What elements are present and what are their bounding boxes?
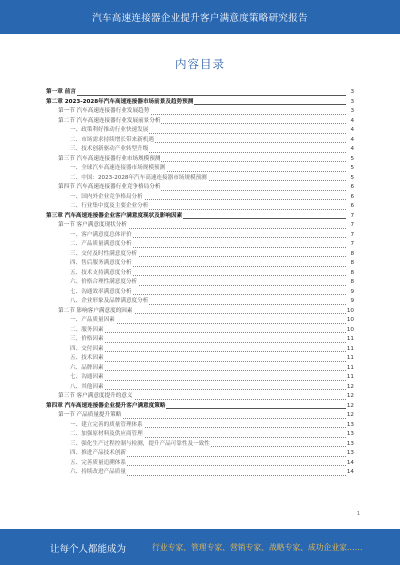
toc-entry-title: 七、沟通因素 — [70, 373, 105, 383]
toc-entry-page: 3 — [350, 89, 354, 95]
toc-entry-page: 10 — [346, 307, 354, 314]
toc-entry-title: 七、沟通效率满意度分析 — [70, 288, 133, 298]
toc-entry-title: 五、技术支持满意度分析 — [70, 269, 133, 279]
toc-entry-page: 13 — [346, 421, 354, 428]
report-header-bar — [0, 0, 400, 34]
toc-entry[interactable] — [46, 373, 354, 383]
toc-leader-dots — [70, 380, 346, 381]
toc-leader-dots — [70, 332, 346, 333]
toc-entry-page: 4 — [350, 136, 354, 143]
toc-entry-title: 三、价格因素 — [70, 335, 105, 345]
toc-entry-page: 3 — [350, 108, 354, 114]
toc-entry-title: 二、产品质量满意度分析 — [70, 240, 133, 250]
toc-entry[interactable] — [46, 316, 354, 326]
toc-entry-page: 12 — [346, 383, 354, 390]
toc-entry-title: 一、政策利好推动行业快速发展 — [70, 126, 149, 136]
toc-entry-title: 第二章 2023-2028年汽车高速连接器市场前景及趋势预测 — [46, 98, 194, 108]
toc-entry-page: 12 — [346, 412, 354, 418]
toc-leader-dots — [70, 342, 346, 343]
toc-entry-title: 八、其他因素 — [70, 383, 105, 393]
toc-entry-page: 11 — [346, 364, 354, 371]
toc-entry-title: 一、产品质量因素 — [70, 316, 116, 326]
toc-entry[interactable] — [46, 231, 354, 241]
toc-entry[interactable] — [46, 449, 354, 459]
toc-entry-title: 一、建立完善的质量管理体系 — [70, 421, 144, 431]
toc-entry-page: 8 — [350, 260, 354, 266]
toc-entry-page: 7 — [350, 212, 354, 219]
toc-entry-page: 8 — [350, 279, 354, 285]
toc-entry-title: 三、强化生产过程控制与检测，提升产品可靠性及一致性 — [70, 440, 211, 450]
toc-entry-title: 第三章 汽车高速连接器企业客户满意度现状及影响因素 — [46, 212, 183, 222]
toc-leader-dots — [70, 389, 346, 390]
footer-roles: 行业专家、管理专家、营销专家、战略专家、成功企业家…… — [152, 543, 363, 552]
toc-entry-title: 六、品牌因素 — [70, 364, 105, 374]
toc-entry[interactable] — [46, 326, 354, 336]
toc-entry-title: 第一节 汽车高速连接器行业发展趋势 — [58, 107, 150, 117]
toc-entry-page: 7 — [350, 231, 354, 238]
toc-leader-dots — [70, 370, 346, 371]
toc-entry[interactable] — [46, 259, 354, 269]
toc-entry-page: 11 — [346, 345, 354, 352]
toc-entry-page: 9 — [350, 298, 354, 304]
toc-entry[interactable] — [46, 297, 354, 307]
toc-entry-page: 12 — [346, 393, 354, 399]
toc-entry-page: 13 — [346, 440, 354, 447]
toc-entry[interactable] — [46, 269, 354, 279]
toc-heading: 内容目录 — [175, 57, 225, 71]
toc-entry-title: 一、国内外企业竞争格局分析 — [70, 193, 144, 203]
toc-entry-title: 二、市场需求持续增长带来新机遇 — [70, 136, 155, 146]
toc-entry-page: 5 — [350, 174, 354, 181]
toc-entry[interactable] — [46, 155, 354, 165]
toc-entry-title: 第一章 前言 — [46, 88, 77, 98]
toc-entry-title: 第一节 产品质量提升策略 — [58, 411, 122, 421]
footer-slogan: 让每个人都能成为 — [50, 544, 127, 555]
toc-entry-title: 第四节 汽车高速连接器行业竞争格局分析 — [58, 183, 161, 193]
toc-entry-page: 14 — [346, 459, 354, 466]
toc-entry[interactable] — [46, 126, 354, 136]
toc-entry-title: 四、推进产品技术创新 — [70, 449, 127, 459]
toc-entry-page: 7 — [350, 241, 354, 247]
toc-entry[interactable] — [46, 430, 354, 440]
toc-entry[interactable] — [46, 221, 354, 231]
toc-entry-title: 第二节 影响客户满意度的因素 — [58, 307, 134, 317]
toc-entry-title: 一、客户满意度总体评价 — [70, 231, 133, 241]
toc-entry[interactable] — [46, 212, 354, 222]
toc-entry-page: 11 — [346, 336, 354, 342]
toc-entry-title: 第三节 客户满意度提升的意义 — [58, 392, 134, 402]
footer-bar — [0, 529, 400, 565]
toc-entry[interactable] — [46, 459, 354, 469]
toc-entry-page: 12 — [346, 402, 354, 409]
toc-entry-title: 四、售后服务满意度分析 — [70, 259, 133, 269]
toc-entry[interactable] — [46, 345, 354, 355]
toc-entry-page: 8 — [350, 269, 354, 276]
page-number: 1 — [356, 511, 360, 517]
toc-entry-page: 10 — [346, 317, 354, 323]
toc-entry-title: 二、行业集中度及主要企业分析 — [70, 202, 149, 212]
toc-entry-title: 五、技术因素 — [70, 354, 105, 364]
toc-entry[interactable] — [46, 240, 354, 250]
toc-entry-page: 9 — [350, 288, 354, 295]
toc-entry-page: 13 — [346, 450, 354, 456]
toc-leader-dots — [70, 351, 346, 352]
toc-leader-dots — [70, 361, 346, 362]
toc-entry-page: 3 — [350, 98, 354, 105]
toc-entry-title: 六、价格合理性满意度分析 — [70, 278, 138, 288]
toc-entry[interactable] — [46, 278, 354, 288]
toc-entry-page: 7 — [350, 222, 354, 228]
toc-entry[interactable] — [46, 98, 354, 108]
toc-entry[interactable] — [46, 164, 354, 174]
toc-entry-page: 6 — [350, 193, 354, 200]
toc-entry-title: 二、中国：2023-2028年汽车高速连接器市场规模预测 — [70, 174, 208, 184]
toc-entry[interactable] — [46, 354, 354, 364]
toc-entry[interactable] — [46, 392, 354, 402]
report-title: 汽车高速连接器企业提升客户满意度策略研究报告 — [92, 13, 308, 24]
toc-entry[interactable] — [46, 145, 354, 155]
toc-entry[interactable] — [46, 136, 354, 146]
toc-entry-title: 二、加强原材料及供应商管理 — [70, 430, 144, 440]
toc-entry[interactable] — [46, 440, 354, 450]
toc-entry-page: 4 — [350, 117, 354, 124]
toc-entry[interactable] — [46, 107, 354, 117]
toc-entry[interactable] — [46, 193, 354, 203]
toc-entry-title: 第四章 汽车高速连接器企业提升客户满意度策略 — [46, 402, 166, 412]
toc-entry[interactable] — [46, 468, 354, 478]
toc-entry-title: 第三节 汽车高速连接器行业市场规模预测 — [58, 155, 161, 165]
toc-entry[interactable] — [46, 288, 354, 298]
table-of-contents — [46, 88, 354, 478]
toc-entry-page: 10 — [346, 326, 354, 333]
toc-entry-page: 5 — [350, 155, 354, 162]
toc-entry[interactable] — [46, 250, 354, 260]
toc-entry-title: 五、完善质量追溯体系 — [70, 459, 127, 469]
toc-entry-page: 4 — [350, 127, 354, 133]
toc-entry[interactable] — [46, 364, 354, 374]
toc-entry-title: 四、交付因素 — [70, 345, 105, 355]
toc-entry-page: 8 — [350, 250, 354, 257]
toc-entry-page: 4 — [350, 146, 354, 152]
toc-entry-title: 二、服务因素 — [70, 326, 105, 336]
toc-entry[interactable] — [46, 402, 354, 412]
toc-entry-page: 6 — [350, 203, 354, 209]
toc-entry[interactable] — [46, 117, 354, 127]
toc-entry[interactable] — [46, 335, 354, 345]
toc-entry[interactable] — [46, 174, 354, 184]
toc-entry-title: 六、持续改进产品质量 — [70, 468, 127, 478]
toc-entry-page: 14 — [346, 469, 354, 475]
toc-leader-dots — [46, 95, 346, 96]
toc-entry[interactable] — [46, 88, 354, 98]
toc-entry[interactable] — [46, 411, 354, 421]
toc-entry-page: 6 — [350, 184, 354, 190]
toc-entry-title: 三、技术创新驱动产业转型升级 — [70, 145, 149, 155]
toc-entry[interactable] — [46, 183, 354, 193]
toc-entry[interactable] — [46, 202, 354, 212]
toc-entry-page: 5 — [350, 165, 354, 171]
toc-entry[interactable] — [46, 383, 354, 393]
toc-entry-title: 八、企业形象及品牌满意度分析 — [70, 297, 149, 307]
toc-entry[interactable] — [46, 421, 354, 431]
toc-entry-title: 三、交付及时性满意度分析 — [70, 250, 138, 260]
toc-entry-title: 第一节 客户满意度现状分析 — [58, 221, 128, 231]
toc-entry-title: 一、全球汽车高速连接器市场规模预测 — [70, 164, 166, 174]
toc-entry-page: 11 — [346, 374, 354, 380]
toc-entry-page: 13 — [346, 431, 354, 437]
toc-entry-page: 11 — [346, 355, 354, 361]
toc-entry[interactable] — [46, 307, 354, 317]
toc-entry-title: 第二节 汽车高速连接器行业发展前景分析 — [58, 117, 161, 127]
